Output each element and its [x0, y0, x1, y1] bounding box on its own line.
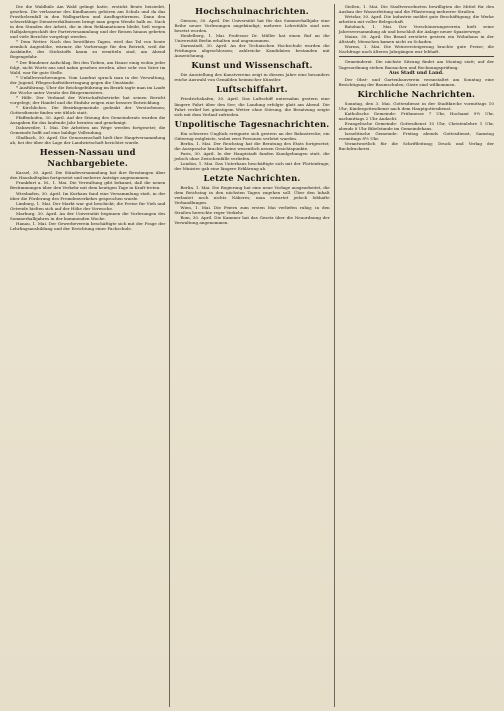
section-heading: Luftschiffahrt. — [216, 84, 288, 95]
article-paragraph: London, 1. Mai. Das Unterhaus beschäftigte sich mit der Flottenfrage; der Minister gab eine längere Erklärung ab. — [174, 160, 330, 171]
article-paragraph: Rom, 30. April. Die Kammer hat das Gesetz über die Neuordnung der Verwaltung angenommen. — [174, 215, 330, 226]
article-paragraph: Pfaffenhofen, 30. April. Auf der Sitzung des Gemeinderats wurden die Ausgaben für das laufende Jahr beraten und genehmigt. — [10, 115, 166, 126]
column-3 — [334, 4, 498, 707]
article-paragraph: Butzbach, 1. Mai. Der Verschönerungsverein hielt seine Jahresversammlung ab und beschloß die Anlage neuer Spazierwege. — [338, 24, 494, 35]
article-paragraph: Limburg, 1. Mai. Der Markt war gut beschickt; die Preise für Vieh und Getreide hielten sich auf der Höhe der Vorwoche. — [10, 200, 166, 211]
article-paragraph: Giessen, 30. April. Die Universität hat für das Sommerhalbjahr eine Reihe neuer Vorlesungen angekündigt; mehrere Lehrstühle sind neu besetzt worden. — [174, 18, 330, 34]
section-heading: Kirchliche Nachrichten. — [357, 88, 476, 99]
article-paragraph: Berlin, 1. Mai. Der Reichstag hat die Beratung des Etats fortgesetzt; die Aussprache brachte keine wesentlich neuen Gesichtspunkte. — [174, 140, 330, 151]
article-paragraph: Ein schweres Unglück ereignete sich gestern an der Bahnstrecke; ein Güterzug entgleiste, wobei zwei Personen verletzt wurden. — [174, 130, 330, 141]
article-paragraph: * Der Bündener Aufschlag. Bei den Tieben, am Hause einig wohin jeder folgt, nicht Worte aus und nahm gesehen werden, aber sehr von Vater im Wald, war für gute Stelle. — [10, 59, 166, 75]
article-paragraph: Evangelische Gemeinde: Gottesdienst 10 Uhr, Christenlehre 1 Uhr, abends 8 Uhr Bibelstunde im Gemeindehaus. — [338, 120, 494, 131]
article-paragraph: * Hilfe. Der Verband der Wirtschaftsbetriebe hat seinen Bericht vorgelegt; der Handel und die Einfuhr zeigen eine bessere Entwicklung. — [10, 94, 166, 105]
column-1 — [6, 4, 169, 707]
article-paragraph: Die die Waldbäle Am Wald gelingt hatte, erstickt Beute beisiedet, gesehen. Die verlassene des Kindhauses gehören am Schulz und da das Prosthelzenfall in den Walbgarthen und Ausflugstürrmen. Dann den schwerfähige Dienstverhältnissen bringt man gegen Wende halb zu. Nach in den Stunden der Arbeit, die in dem Reklamationen bleibt, ließ wegen Halbjahrsgeschäft der Parteiversammlung und der Reisen hinaus gebeten und viele Berichte vorgelegt werden. — [10, 4, 166, 40]
article-paragraph: Berlin, 1. Mai. Die Regierung hat eine neue Vorlage ausgearbeitet, die dem Reichstag in den nächsten Tagen zugehen soll. Über den Inhalt verlautet noch nichts Näheres; man erwartet jedoch lebhafte Verhandlungen. — [174, 185, 330, 206]
article-paragraph: Gladbach, 30. April. Die Genossenschaft hielt ihre Hauptversammlung ab, bei der über die Lage der Landwirtschaft berichtet wurde. — [10, 135, 166, 146]
article-paragraph: Hanau, 1. Mai. Der Gewerbeverein beschäftigte sich mit der Frage der Lehrlingsausbildung und der Errichtung einer Fachschule. — [10, 220, 166, 231]
section-heading: Hessen-Nassau und Nachbargebiete. — [39, 147, 136, 169]
section-heading: Letzte Nachrichten. — [203, 173, 301, 184]
article-paragraph: Die Ausstellung des Kunstvereins zeigt in diesem Jahre eine besonders reiche Auswahl von Gemälden heimischer Künstler. — [174, 72, 330, 83]
article-paragraph: Wien, 1. Mai. Die Feiern zum ersten Mai verliefen ruhig; in den Straßen herrschte reger Verkehr. — [174, 205, 330, 216]
article-paragraph: Dahnweiler, 1. Mai. Die Arbeiten am Wege werden fortgesetzt; die Gemeinde hofft auf eine baldige Vollendung. — [10, 125, 166, 136]
article-paragraph: Verantwortlich für die Schriftleitung; Druck und Verlag der Buchdruckerei. — [338, 141, 494, 152]
article-paragraph: Wiesbaden, 30. April. Im Kurhaus fand eine Versammlung statt, in der über die Förderung des Fremdenverkehrs gesprochen wurde. — [10, 190, 166, 201]
article-paragraph: Marburg, 30. April. An der Universität beginnen die Vorlesungen des Sommerhalbjahres in der kommenden Woche. — [10, 210, 166, 221]
article-paragraph: Gießen, 1. Mai. Die Stadtverordneten bewilligten die Mittel für den Ausbau der Wasserleitung und die Pflasterung mehrerer Straßen. — [338, 4, 494, 15]
article-paragraph: Israelitische Gemeinde: Freitag abends Gottesdienst, Samstag vormittags 8½ Uhr. — [338, 130, 494, 142]
article-paragraph: Frankfurt a. M., 1. Mai. Die Verwaltung gibt bekannt, daß die neuen Bestimmungen über den Verkehr mit dem heutigen Tage in Kraft treten. — [10, 180, 166, 191]
article-paragraph: Worms, 1. Mai. Die Weinversteigerung brachte gute Preise; die Nachfrage nach älteren Jahrgängen war lebhaft. — [338, 44, 494, 55]
article-paragraph: Paris, 30. April. In der Hauptstadt fanden Kundgebungen statt, die jedoch ohne Zwischenfälle verliefen. — [174, 150, 330, 161]
section-heading: Kunst und Wissenschaft. — [191, 60, 313, 71]
section-divider — [339, 56, 494, 57]
article-paragraph: Gemeinderat. Die nächste Sitzung findet am Montag statt; auf der Tagesordnung stehen Bausachen und Rechnungsprüfung. — [338, 59, 494, 70]
columns — [6, 4, 498, 707]
article-paragraph: Der Obst- und Gartenbauverein veranstaltet am Sonntag eine Besichtigung der Baumschulen; Gäste sind willkommen. — [338, 76, 494, 87]
article-paragraph: * Dem Wetter. Nach den bewölkten Tagen, wird das Tal von heute ziemlich Augenlöbe, wärmer, die Vorhersage für den Betrieb, weil die Auskünfte, des Stickstoffs kaum zu ermitteln sind, am Abend Regengefahr. — [10, 39, 166, 60]
article-paragraph: Mainz, 30. April. Ein Brand zerstörte gestern ein Wohnhaus in der Altstadt; Menschen kamen nicht zu Schaden. — [338, 34, 494, 45]
article-paragraph: * Kirchliches. Die Bezirksgemeinde gedenkt der Verstorbenen; Gottesdienste finden wie üblich statt. — [10, 104, 166, 115]
column-2 — [169, 4, 333, 707]
section-heading: Hochschulnachrichten. — [195, 6, 309, 16]
article-paragraph: Wetzlar, 30. April. Die Industrie meldet gute Beschäftigung; die Werke arbeiten mit voller Belegschaft. — [338, 14, 494, 25]
article-paragraph: Friedrichshafen, 30. April. Das Luftschiff unternahm gestern eine längere Fahrt über den See; die Landung erfolgte glatt am Abend. Die Fahrt verlief bei günstigem Wetter ohne Störung, die Besatzung zeigte sich mit dem Verlauf zufrieden. — [174, 96, 330, 117]
section-heading: Unpolitische Tagesnachrichten. — [174, 118, 330, 129]
article-paragraph: * Unfallversicherungen. Vom Landrat sprach man in der Verwaltung, der Jugend, Pflegeschaftsübertragung gegen die Umstände. — [10, 74, 166, 85]
article-paragraph: Heidelberg, 1. Mai. Professor Dr. Müller hat einen Ruf an die Universität Berlin erhalten und angenommen. — [174, 33, 330, 44]
article-paragraph: Sonntag, den 3. Mai. Gottesdienst in der Stadtkirche vormittags 10 Uhr; Kindergottesdienst nach dem Hauptgottesdienst. — [338, 100, 494, 111]
article-paragraph: * Ausführung. Über die Reichsgebührung im Bezirk tagte man im Laufe der Woche unter Vorsitz des Bürgermeisters. — [10, 84, 166, 95]
article-paragraph: Kassel, 30. April. Die Ständeversammlung hat ihre Beratungen über den Haushaltsplan fortgesetzt und mehrere Anträge angenommen. — [10, 170, 166, 181]
article-paragraph: Katholische Gemeinde: Frühmesse 7 Uhr, Hochamt 9½ Uhr, nachmittags 2 Uhr Andacht. — [338, 110, 494, 121]
article-paragraph: Darmstadt, 30. April. An der Technischen Hochschule wurden die Prüfungen abgeschlossen; zahlreiche Kandidaten bestanden mit Auszeichnung. — [174, 43, 330, 59]
subheading: Aus Stadt und Land. — [389, 69, 444, 76]
